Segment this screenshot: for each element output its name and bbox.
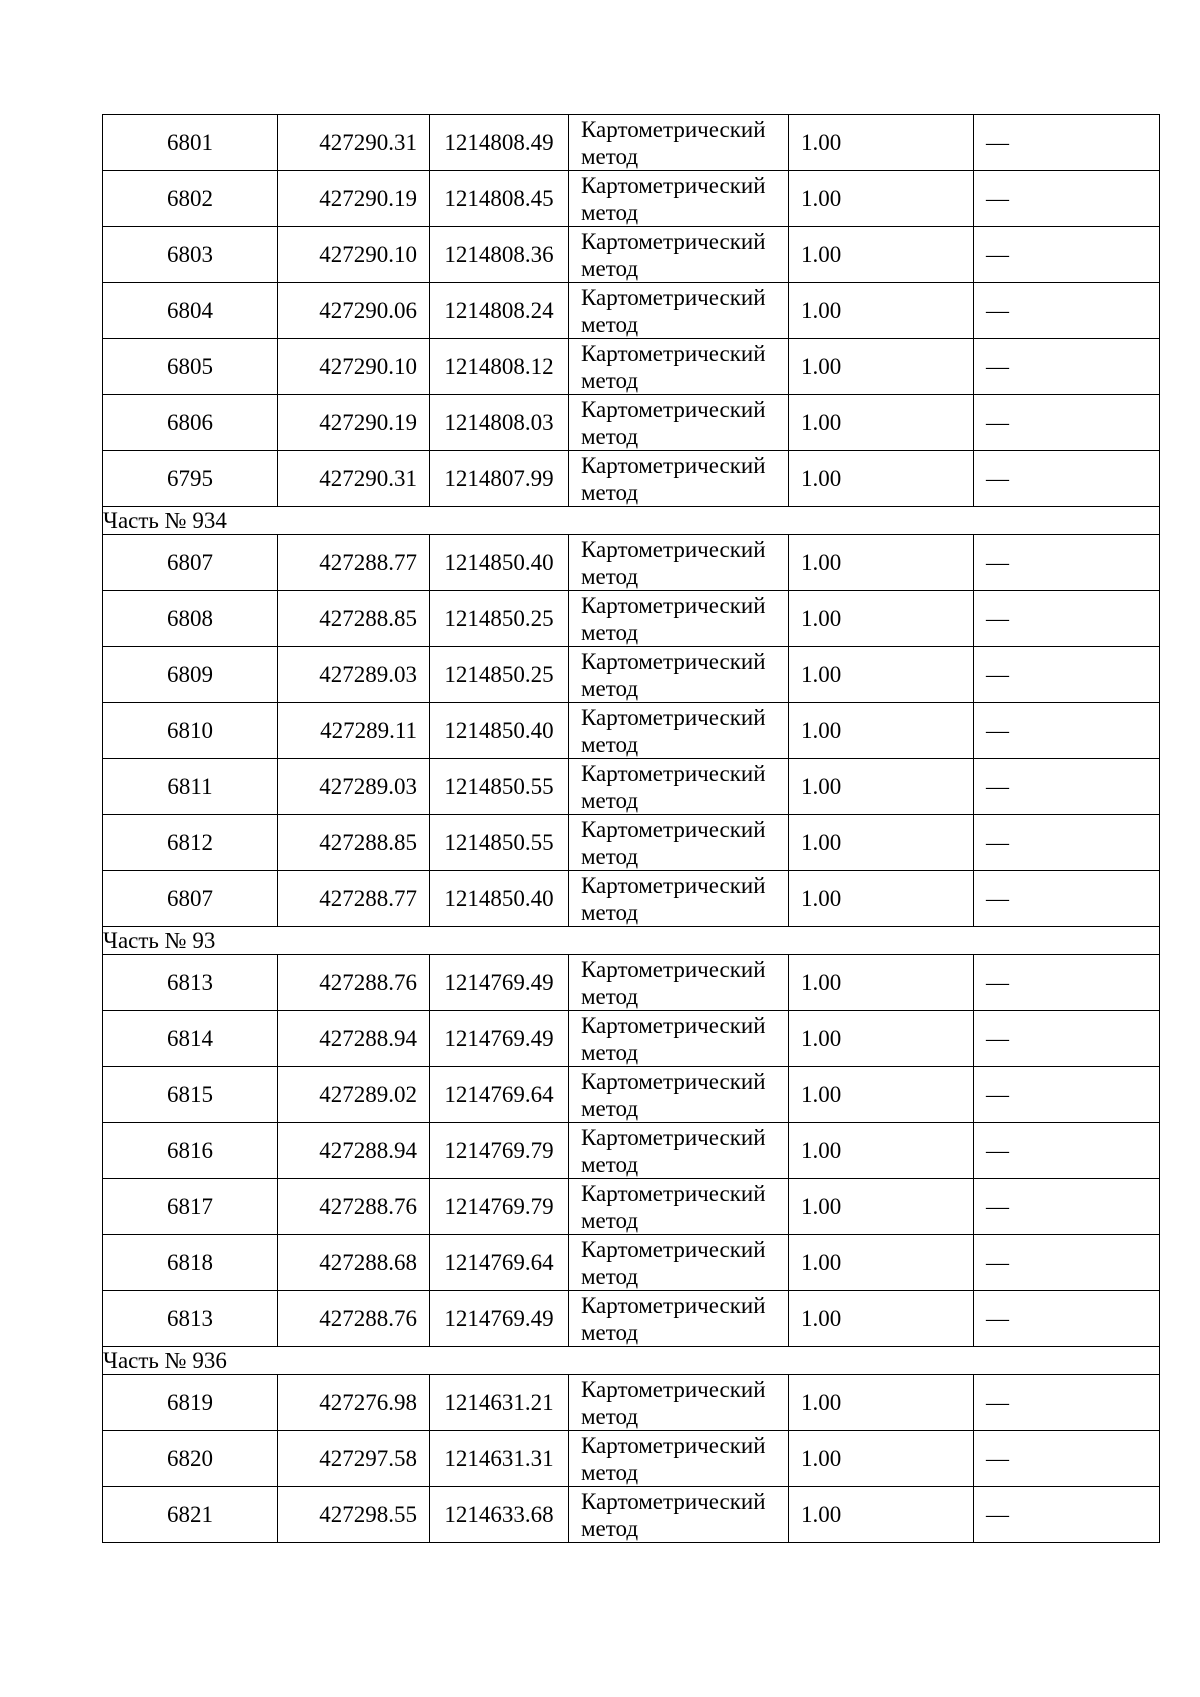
accuracy-cell: 1.00 [789, 227, 974, 283]
coord-y-cell: 1214808.36 [430, 227, 569, 283]
method-line-1: Картометрический [581, 1124, 766, 1150]
accuracy-cell: 1.00 [789, 815, 974, 871]
point-number-cell: 6805 [103, 339, 278, 395]
description-cell [974, 1011, 1160, 1067]
description-dash: — [986, 1502, 1009, 1527]
accuracy-cell: 1.00 [789, 871, 974, 927]
method-line-1: Картометрический [581, 1376, 766, 1402]
description-cell [974, 759, 1160, 815]
accuracy-cell: 1.00 [789, 1179, 974, 1235]
table-row [103, 1375, 1160, 1431]
method-line-2: метод [581, 311, 639, 337]
method-cell [569, 1487, 789, 1543]
coord-y-cell: 1214769.64 [430, 1067, 569, 1123]
part-label: Часть № 936 [103, 1347, 1160, 1375]
description-dash: — [986, 1194, 1009, 1219]
description-dash: — [986, 130, 1009, 155]
method-cell [569, 1067, 789, 1123]
method-line-1: Картометрический [581, 872, 766, 898]
table-row [103, 955, 1160, 1011]
accuracy-cell: 1.00 [789, 395, 974, 451]
coord-x-cell: 427288.77 [278, 871, 430, 927]
method-line-2: метод [581, 675, 639, 701]
coord-y-cell: 1214850.40 [430, 871, 569, 927]
accuracy-cell: 1.00 [789, 535, 974, 591]
method-cell [569, 871, 789, 927]
coord-y-cell: 1214850.55 [430, 759, 569, 815]
method-line-1: Картометрический [581, 1292, 766, 1318]
method-line-1: Картометрический [581, 116, 766, 142]
point-number-cell: 6816 [103, 1123, 278, 1179]
description-dash: — [986, 606, 1009, 631]
coord-y-cell: 1214633.68 [430, 1487, 569, 1543]
accuracy-cell: 1.00 [789, 1235, 974, 1291]
coord-y-cell: 1214808.45 [430, 171, 569, 227]
method-line-2: метод [581, 843, 639, 869]
point-number-cell: 6809 [103, 647, 278, 703]
table-row [103, 1179, 1160, 1235]
point-number-cell: 6807 [103, 535, 278, 591]
table-row [103, 815, 1160, 871]
method-line-1: Картометрический [581, 1012, 766, 1038]
coordinates-table-body [103, 115, 1160, 1543]
method-line-2: метод [581, 563, 639, 589]
table-row [103, 1011, 1160, 1067]
coord-y-cell: 1214808.03 [430, 395, 569, 451]
table-row [103, 451, 1160, 507]
method-line-2: метод [581, 255, 639, 281]
table-row [103, 871, 1160, 927]
point-number-cell: 6818 [103, 1235, 278, 1291]
coord-y-cell: 1214850.25 [430, 591, 569, 647]
part-header-row [103, 927, 1160, 955]
description-cell [974, 535, 1160, 591]
point-number-cell: 6811 [103, 759, 278, 815]
description-cell [974, 815, 1160, 871]
accuracy-cell: 1.00 [789, 1487, 974, 1543]
method-line-2: метод [581, 983, 639, 1009]
method-line-2: метод [581, 1515, 639, 1541]
description-dash: — [986, 662, 1009, 687]
description-dash: — [986, 298, 1009, 323]
method-line-2: метод [581, 1095, 639, 1121]
method-line-2: метод [581, 787, 639, 813]
coord-y-cell: 1214769.49 [430, 1011, 569, 1067]
accuracy-cell: 1.00 [789, 703, 974, 759]
accuracy-cell: 1.00 [789, 1291, 974, 1347]
method-line-1: Картометрический [581, 648, 766, 674]
method-cell [569, 395, 789, 451]
method-line-2: метод [581, 899, 639, 925]
coord-x-cell: 427290.10 [278, 227, 430, 283]
method-cell [569, 227, 789, 283]
method-line-1: Картометрический [581, 284, 766, 310]
method-cell [569, 1179, 789, 1235]
coordinates-table [102, 114, 1160, 1543]
part-header-row [103, 507, 1160, 535]
point-number-cell: 6804 [103, 283, 278, 339]
accuracy-cell: 1.00 [789, 171, 974, 227]
method-line-1: Картометрический [581, 704, 766, 730]
coord-y-cell: 1214807.99 [430, 451, 569, 507]
coord-x-cell: 427288.94 [278, 1123, 430, 1179]
point-number-cell: 6812 [103, 815, 278, 871]
table-row [103, 339, 1160, 395]
description-dash: — [986, 1026, 1009, 1051]
method-cell [569, 1235, 789, 1291]
coord-x-cell: 427288.76 [278, 955, 430, 1011]
description-cell [974, 1431, 1160, 1487]
table-row [103, 1123, 1160, 1179]
method-cell [569, 535, 789, 591]
method-line-1: Картометрический [581, 340, 766, 366]
table-row [103, 591, 1160, 647]
table-row [103, 759, 1160, 815]
coord-y-cell: 1214769.79 [430, 1179, 569, 1235]
method-line-1: Картометрический [581, 1236, 766, 1262]
description-dash: — [986, 550, 1009, 575]
table-row [103, 171, 1160, 227]
coord-x-cell: 427289.03 [278, 647, 430, 703]
coord-y-cell: 1214631.31 [430, 1431, 569, 1487]
table-row [103, 227, 1160, 283]
method-line-2: метод [581, 1459, 639, 1485]
point-number-cell: 6810 [103, 703, 278, 759]
accuracy-cell: 1.00 [789, 1067, 974, 1123]
description-dash: — [986, 1082, 1009, 1107]
method-line-2: метод [581, 1151, 639, 1177]
method-cell [569, 647, 789, 703]
coord-x-cell: 427298.55 [278, 1487, 430, 1543]
description-dash: — [986, 970, 1009, 995]
coord-x-cell: 427288.85 [278, 591, 430, 647]
coord-y-cell: 1214850.25 [430, 647, 569, 703]
method-line-1: Картометрический [581, 1180, 766, 1206]
description-dash: — [986, 1306, 1009, 1331]
method-cell [569, 955, 789, 1011]
description-dash: — [986, 1250, 1009, 1275]
method-cell [569, 1011, 789, 1067]
method-line-1: Картометрический [581, 1488, 766, 1514]
description-cell [974, 1179, 1160, 1235]
point-number-cell: 6802 [103, 171, 278, 227]
method-line-1: Картометрический [581, 172, 766, 198]
table-row [103, 535, 1160, 591]
coord-y-cell: 1214850.40 [430, 703, 569, 759]
table-row [103, 395, 1160, 451]
description-cell [974, 395, 1160, 451]
method-cell [569, 703, 789, 759]
method-line-2: метод [581, 731, 639, 757]
point-number-cell: 6817 [103, 1179, 278, 1235]
coord-x-cell: 427276.98 [278, 1375, 430, 1431]
method-line-1: Картометрический [581, 1068, 766, 1094]
coord-y-cell: 1214808.12 [430, 339, 569, 395]
coord-y-cell: 1214850.55 [430, 815, 569, 871]
coord-x-cell: 427290.06 [278, 283, 430, 339]
description-cell [974, 591, 1160, 647]
description-cell [974, 451, 1160, 507]
method-cell [569, 1375, 789, 1431]
method-cell [569, 283, 789, 339]
method-line-1: Картометрический [581, 396, 766, 422]
point-number-cell: 6813 [103, 955, 278, 1011]
description-dash: — [986, 886, 1009, 911]
table-row [103, 1235, 1160, 1291]
point-number-cell: 6808 [103, 591, 278, 647]
point-number-cell: 6814 [103, 1011, 278, 1067]
description-dash: — [986, 410, 1009, 435]
description-dash: — [986, 354, 1009, 379]
coord-x-cell: 427290.31 [278, 115, 430, 171]
method-line-2: метод [581, 1207, 639, 1233]
part-header-row [103, 1347, 1160, 1375]
part-label: Часть № 93 [103, 927, 1160, 955]
accuracy-cell: 1.00 [789, 591, 974, 647]
description-dash: — [986, 718, 1009, 743]
accuracy-cell: 1.00 [789, 115, 974, 171]
method-cell [569, 171, 789, 227]
point-number-cell: 6820 [103, 1431, 278, 1487]
method-line-2: метод [581, 1039, 639, 1065]
table-row [103, 283, 1160, 339]
accuracy-cell: 1.00 [789, 339, 974, 395]
coord-x-cell: 427289.11 [278, 703, 430, 759]
accuracy-cell: 1.00 [789, 1123, 974, 1179]
coord-x-cell: 427297.58 [278, 1431, 430, 1487]
coord-x-cell: 427288.77 [278, 535, 430, 591]
method-line-2: метод [581, 479, 639, 505]
method-line-1: Картометрический [581, 1432, 766, 1458]
coord-y-cell: 1214769.49 [430, 1291, 569, 1347]
point-number-cell: 6803 [103, 227, 278, 283]
description-cell [974, 955, 1160, 1011]
description-cell [974, 283, 1160, 339]
description-cell [974, 115, 1160, 171]
method-line-2: метод [581, 367, 639, 393]
table-row [103, 1291, 1160, 1347]
coord-y-cell: 1214769.79 [430, 1123, 569, 1179]
method-line-1: Картометрический [581, 452, 766, 478]
table-row [103, 1487, 1160, 1543]
method-cell [569, 1431, 789, 1487]
accuracy-cell: 1.00 [789, 451, 974, 507]
description-dash: — [986, 830, 1009, 855]
description-cell [974, 1487, 1160, 1543]
coord-y-cell: 1214808.49 [430, 115, 569, 171]
coord-y-cell: 1214850.40 [430, 535, 569, 591]
point-number-cell: 6821 [103, 1487, 278, 1543]
method-cell [569, 451, 789, 507]
coord-x-cell: 427290.19 [278, 395, 430, 451]
table-row [103, 1067, 1160, 1123]
method-line-2: метод [581, 1319, 639, 1345]
description-cell [974, 1123, 1160, 1179]
description-cell [974, 647, 1160, 703]
description-cell [974, 871, 1160, 927]
method-cell [569, 815, 789, 871]
description-dash: — [986, 186, 1009, 211]
accuracy-cell: 1.00 [789, 647, 974, 703]
method-line-1: Картометрический [581, 592, 766, 618]
coord-x-cell: 427288.94 [278, 1011, 430, 1067]
coord-x-cell: 427289.02 [278, 1067, 430, 1123]
coord-x-cell: 427290.10 [278, 339, 430, 395]
description-cell [974, 227, 1160, 283]
point-number-cell: 6815 [103, 1067, 278, 1123]
description-dash: — [986, 1138, 1009, 1163]
coord-x-cell: 427288.68 [278, 1235, 430, 1291]
coord-x-cell: 427288.76 [278, 1291, 430, 1347]
method-line-2: метод [581, 143, 639, 169]
method-line-2: метод [581, 199, 639, 225]
description-dash: — [986, 1446, 1009, 1471]
coord-y-cell: 1214769.49 [430, 955, 569, 1011]
coord-x-cell: 427290.19 [278, 171, 430, 227]
method-line-2: метод [581, 1263, 639, 1289]
point-number-cell: 6819 [103, 1375, 278, 1431]
table-row [103, 647, 1160, 703]
point-number-cell: 6807 [103, 871, 278, 927]
point-number-cell: 6806 [103, 395, 278, 451]
accuracy-cell: 1.00 [789, 1375, 974, 1431]
method-line-1: Картометрический [581, 760, 766, 786]
method-cell [569, 1123, 789, 1179]
description-cell [974, 703, 1160, 759]
method-line-1: Картометрический [581, 956, 766, 982]
table-row [103, 115, 1160, 171]
description-dash: — [986, 242, 1009, 267]
description-dash: — [986, 774, 1009, 799]
accuracy-cell: 1.00 [789, 283, 974, 339]
coord-x-cell: 427288.76 [278, 1179, 430, 1235]
accuracy-cell: 1.00 [789, 955, 974, 1011]
accuracy-cell: 1.00 [789, 1431, 974, 1487]
coord-y-cell: 1214769.64 [430, 1235, 569, 1291]
coord-y-cell: 1214631.21 [430, 1375, 569, 1431]
description-cell [974, 1235, 1160, 1291]
description-cell [974, 1067, 1160, 1123]
method-line-1: Картометрический [581, 228, 766, 254]
method-line-2: метод [581, 423, 639, 449]
method-cell [569, 115, 789, 171]
point-number-cell: 6813 [103, 1291, 278, 1347]
method-line-1: Картометрический [581, 536, 766, 562]
method-line-1: Картометрический [581, 816, 766, 842]
accuracy-cell: 1.00 [789, 759, 974, 815]
part-label: Часть № 934 [103, 507, 1160, 535]
coord-y-cell: 1214808.24 [430, 283, 569, 339]
table-row [103, 703, 1160, 759]
table-row [103, 1431, 1160, 1487]
method-line-2: метод [581, 619, 639, 645]
method-cell [569, 1291, 789, 1347]
description-cell [974, 1375, 1160, 1431]
point-number-cell: 6801 [103, 115, 278, 171]
method-line-2: метод [581, 1403, 639, 1429]
method-cell [569, 759, 789, 815]
accuracy-cell: 1.00 [789, 1011, 974, 1067]
point-number-cell: 6795 [103, 451, 278, 507]
coord-x-cell: 427289.03 [278, 759, 430, 815]
description-cell [974, 1291, 1160, 1347]
coord-x-cell: 427288.85 [278, 815, 430, 871]
description-dash: — [986, 466, 1009, 491]
description-cell [974, 339, 1160, 395]
description-cell [974, 171, 1160, 227]
method-cell [569, 591, 789, 647]
method-cell [569, 339, 789, 395]
coord-x-cell: 427290.31 [278, 451, 430, 507]
description-dash: — [986, 1390, 1009, 1415]
